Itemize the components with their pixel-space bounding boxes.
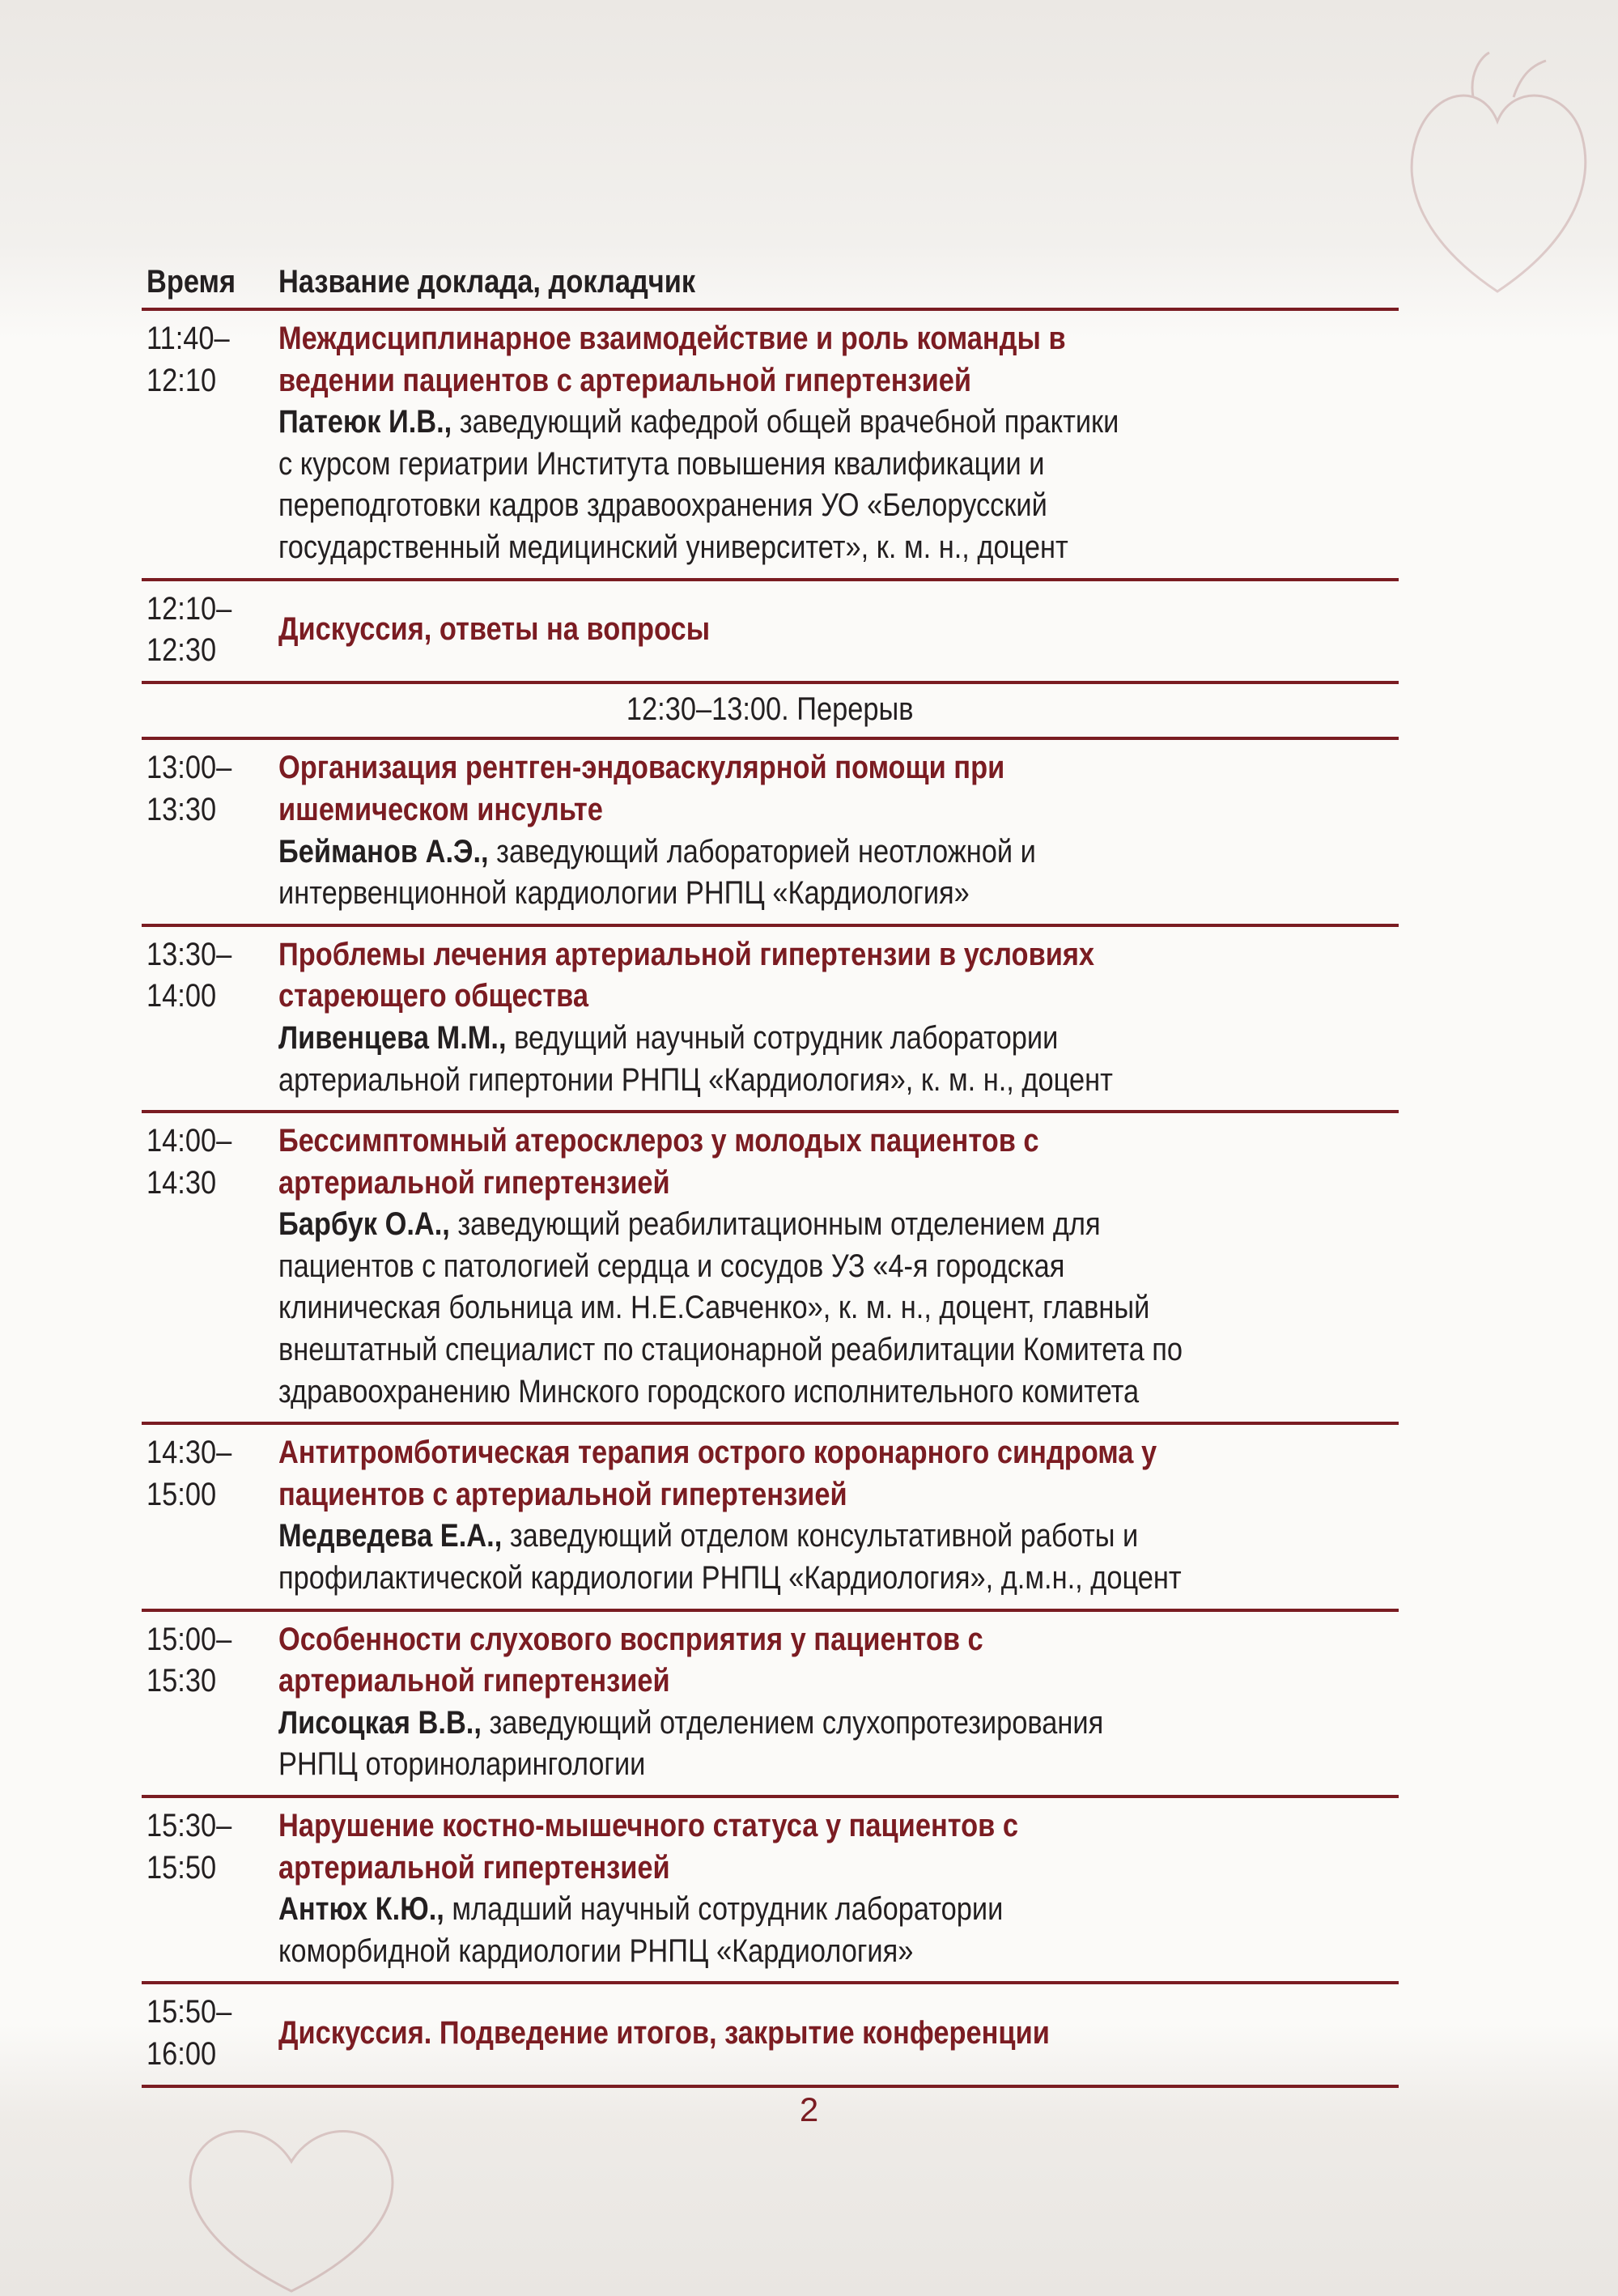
time-line: 14:30– [147,1435,232,1471]
table-row [142,581,1399,684]
time-line: 15:30 [147,1663,217,1699]
speaker-info: здравоохранению Минского городского исполнительного комитета [278,1373,1140,1409]
speaker-info: пациентов с патологией сердца и сосудов УЗ «4-я городская [278,1248,1065,1284]
speaker-line [278,1287,1242,1329]
talk-title-line: Междисциплинарное взаимодействие и роль команды в [278,321,1066,356]
speaker-line [278,1060,1242,1102]
talk-text [278,934,1399,1101]
speaker-line [278,1889,1242,1931]
talk-cell [278,934,1399,1101]
speaker-info: профилактической кардиологии РНПЦ «Кардиология», д.м.н., доцент [278,1560,1182,1597]
talk-cell [278,1432,1399,1599]
time-line: 13:30– [147,936,232,972]
time-cell [147,318,268,402]
speaker-info: внештатный специалист по стационарной реабилитации Комитета по [278,1332,1183,1368]
time-cell [147,1120,268,1204]
break-text: 12:30–13:00. Перерыв [626,691,914,727]
time-line: 14:00– [147,1123,232,1159]
talk-text [278,609,780,651]
speaker-info: заведующий реабилитационным отделением для [449,1206,1101,1243]
speaker-name: Ливенцева М.М., [278,1019,507,1056]
header-title: Название доклада, докладчик [278,264,696,300]
talk-cell [278,1120,1399,1413]
time-cell [147,1432,268,1516]
talk-title-line: стареющего общества [278,978,589,1014]
speaker-info: артериальной гипертонии РНПЦ «Кардиология», к. м. н., доцент [278,1061,1113,1098]
table-row [142,1113,1399,1425]
speaker-line [278,1744,1242,1786]
talk-title-line: ишемическом инсульте [278,791,603,827]
time-cell [147,589,268,672]
speaker-line [278,1516,1242,1558]
time-line: 11:40– [147,321,230,356]
talk-title-line: артериальной гипертензией [278,1849,670,1886]
talk-cell [278,589,1399,672]
time-line: 15:00 [147,1476,217,1512]
table-row [142,1798,1399,1984]
speaker-line [278,1371,1242,1414]
speaker-line [278,1204,1242,1246]
speaker-info: переподготовки кадров здравоохранения УО «Белорусский [278,487,1047,524]
speaker-line [278,402,1242,444]
speaker-info: коморбидной кардиологии РНПЦ «Кардиология» [278,1932,914,1969]
table-row [142,311,1399,581]
speaker-info: ведущий научный сотрудник лаборатории [506,1019,1059,1056]
speaker-name: Бейманов А.Э., [278,833,489,870]
speaker-info: РНПЦ оториноларингологии [278,1746,646,1783]
speaker-line [278,1558,1242,1600]
speaker-name: Лисоцкая В.В., [278,1704,482,1741]
break-row [142,684,1399,741]
time-line: 12:10 [147,362,217,398]
talk-title-line: Дискуссия. Подведение итогов, закрытие конференции [278,2015,1050,2052]
talk-cell [278,1992,1399,2075]
time-line: 13:00– [147,750,232,786]
speaker-info: заведующий отделением слухопротезирования [481,1704,1104,1741]
talk-title-line: пациентов с артериальной гипертензией [278,1476,847,1512]
speaker-name: Барбук О.А., [278,1206,450,1243]
speaker-line [278,485,1242,527]
talk-text [278,1805,1399,1972]
talk-title-line: Проблемы лечения артериальной гипертензии в условиях [278,936,1095,972]
time-line: 14:30 [147,1164,217,1201]
table-row [142,1425,1399,1611]
talk-title-line: Бессимптомный атеросклероз у молодых пациентов с [278,1123,1039,1159]
talk-title-line: ведении пациентов с артериальной гипертензией [278,362,972,398]
talk-title-line: артериальной гипертензией [278,1663,670,1699]
time-cell [147,934,268,1018]
table-row [142,927,1399,1113]
time-line: 14:00 [147,978,217,1014]
speaker-info: государственный медицинский университет», к. м. н., доцент [278,529,1068,565]
talk-text [278,1619,1399,1786]
time-line: 13:30 [147,791,217,827]
heart-illustration-icon [1392,49,1603,308]
talk-text [278,747,1399,914]
time-line: 15:50– [147,1994,232,2030]
time-line: 16:00 [147,2035,217,2072]
header-time: Время [147,264,236,300]
speaker-info: заведующий кафедрой общей врачебной практики [452,404,1119,440]
speaker-line [278,1703,1242,1745]
speaker-info: интервенционной кардиологии РНПЦ «Кардиология» [278,875,970,912]
table-row [142,740,1399,926]
speaker-name: Патеюк И.В., [278,404,452,440]
time-cell [147,1992,268,2075]
talk-title-line: Нарушение костно-мышечного статуса у пациентов с [278,1808,1018,1843]
speaker-line [278,444,1242,486]
talk-cell [278,1805,1399,1972]
time-line: 15:50 [147,1849,217,1886]
speaker-info: заведующий отделом консультативной работы и [502,1518,1139,1554]
speaker-info: заведующий лабораторией неотложной и [488,833,1036,870]
speaker-line [278,527,1242,569]
page-number: 2 [799,2090,819,2128]
talk-text [278,1432,1399,1599]
time-line: 12:30 [147,632,217,669]
speaker-line [278,873,1242,915]
table-row [142,1612,1399,1798]
time-line: 15:30– [147,1808,232,1843]
program-table [142,257,1399,2088]
talk-title-line: Дискуссия, ответы на вопросы [278,611,711,648]
table-row [142,1984,1399,2087]
time-cell [147,747,268,831]
speaker-info: с курсом гериатрии Института повышения квалификации и [278,445,1045,482]
speaker-line [278,1931,1242,1973]
talk-title-line: Особенности слухового восприятия у пациентов с [278,1621,983,1657]
speaker-name: Медведева Е.А., [278,1518,503,1554]
talk-text [278,2013,1175,2055]
time-cell [147,1805,268,1889]
speaker-line [278,831,1242,874]
talk-cell [278,318,1399,569]
talk-text [278,1120,1399,1413]
talk-title-line: артериальной гипертензией [278,1164,670,1201]
speaker-line [278,1246,1242,1288]
talk-cell [278,1619,1399,1786]
speaker-name: Антюх К.Ю., [278,1891,444,1928]
speaker-line [278,1018,1242,1060]
talk-cell [278,747,1399,914]
speaker-line [278,1329,1242,1371]
time-line: 12:10– [147,590,232,627]
time-line: 15:00– [147,1621,232,1657]
talk-title-line: Организация рентген-эндоваскулярной помощи при [278,750,1005,786]
speaker-info: клиническая больница им. Н.Е.Савченко», к. м. н., доцент, главный [278,1290,1150,1326]
table-header [142,257,1399,311]
talk-text [278,318,1399,569]
speaker-info: младший научный сотрудник лаборатории [444,1891,1004,1928]
talk-title-line: Антитромботическая терапия острого коронарного синдрома у [278,1435,1157,1471]
time-cell [147,1619,268,1703]
